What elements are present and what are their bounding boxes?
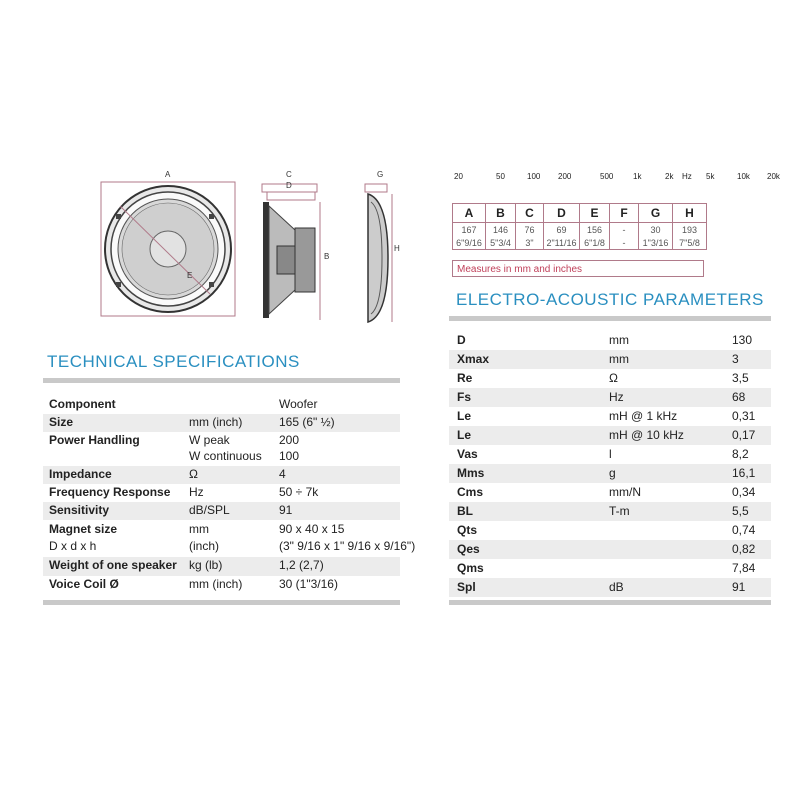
- tech-spec-unit: W continuous: [189, 449, 262, 463]
- electro-param-row: [449, 331, 771, 350]
- electro-param-label: Fs: [457, 390, 472, 404]
- electro-param-unit: T-m: [609, 504, 630, 518]
- tech-spec-unit: Ω: [189, 467, 198, 481]
- dim-label-c: C: [286, 170, 292, 179]
- dim-inch-value: 3": [516, 236, 544, 250]
- electro-param-value: 0,31: [732, 409, 756, 423]
- electro-param-value: 8,2: [732, 447, 749, 461]
- freq-tick: 100: [527, 172, 541, 181]
- dim-header: D: [544, 204, 580, 223]
- dim-label-a: A: [165, 170, 171, 179]
- tech-spec-value: 50 ÷ 7k: [279, 485, 319, 499]
- dim-mm-value: 156: [580, 223, 610, 237]
- dim-label-g: G: [377, 170, 384, 179]
- electro-param-value: 7,84: [732, 561, 756, 575]
- tech-spec-label: Component: [49, 397, 116, 411]
- dim-inch-value: 2"11/16: [544, 236, 580, 250]
- tech-spec-row: [43, 432, 400, 448]
- electro-param-unit: l: [609, 447, 612, 461]
- electro-param-row: [449, 350, 771, 369]
- front-view-diagram: [100, 176, 240, 326]
- electro-param-row: [449, 426, 771, 445]
- dim-mm-value: -: [610, 223, 639, 237]
- tech-spec-label: D x d x h: [49, 539, 97, 553]
- dim-mm-value: 146: [486, 223, 516, 237]
- electro-param-value: 16,1: [732, 466, 756, 480]
- electro-param-unit: Hz: [609, 390, 624, 404]
- tech-spec-value: 90 x 40 x 15: [279, 522, 345, 536]
- electro-param-value: 0,74: [732, 523, 756, 537]
- dim-inch-value: 5"3/4: [486, 236, 516, 250]
- freq-tick: 50: [496, 172, 505, 181]
- tech-spec-unit: kg (lb): [189, 558, 223, 572]
- dim-mm-value: 69: [544, 223, 580, 237]
- electro-param-label: Qes: [457, 542, 480, 556]
- freq-tick: 5k: [706, 172, 715, 181]
- electro-param-row: [449, 559, 771, 578]
- side-view-diagram: [255, 180, 335, 330]
- tech-spec-row: [43, 538, 416, 557]
- electro-param-label: D: [457, 333, 466, 347]
- tech-spec-unit: dB/SPL: [189, 503, 230, 517]
- profile-view-diagram: [362, 180, 402, 330]
- electro-params-bottom-rule: [449, 600, 771, 605]
- tech-spec-value: 1,2 (2,7): [279, 558, 324, 572]
- electro-param-value: 91: [732, 580, 746, 594]
- tech-spec-value: 91: [279, 503, 293, 517]
- electro-param-row: [449, 445, 771, 464]
- dim-inch-value: 6"1/8: [580, 236, 610, 250]
- tech-specs-title: TECHNICAL SPECIFICATIONS: [47, 352, 300, 371]
- electro-param-label: Le: [457, 409, 472, 423]
- electro-param-unit: mm: [609, 352, 629, 366]
- electro-param-row: [449, 407, 771, 426]
- tech-spec-unit: mm (inch): [189, 415, 243, 429]
- tech-spec-label: Voice Coil Ø: [49, 577, 119, 591]
- freq-tick: 200: [558, 172, 572, 181]
- tech-spec-label: Impedance: [49, 467, 112, 481]
- dim-label-h: H: [394, 244, 400, 253]
- tech-specs-bottom-rule: [43, 600, 400, 605]
- electro-param-label: Xmax: [457, 352, 490, 366]
- electro-param-unit: dB: [609, 580, 624, 594]
- electro-params-title: ELECTRO-ACOUSTIC PARAMETERS: [456, 290, 764, 309]
- dim-inch-value: 1"3/16: [639, 236, 673, 250]
- tech-spec-unit: Hz: [189, 485, 204, 499]
- dim-label-b: B: [324, 252, 330, 261]
- tech-spec-value: 200: [279, 433, 300, 447]
- tech-spec-value: Woofer: [279, 397, 318, 411]
- freq-tick: Hz: [682, 172, 692, 181]
- electro-param-row: [449, 388, 771, 407]
- tech-spec-row: [43, 414, 400, 432]
- tech-specs-rule: [43, 378, 400, 383]
- dim-mm-value: 30: [639, 223, 673, 237]
- tech-spec-row: [43, 576, 400, 595]
- tech-spec-value: 100: [279, 449, 300, 463]
- dim-mm-value: 167: [453, 223, 486, 237]
- dim-mm-value: 193: [673, 223, 707, 237]
- freq-tick: 1k: [633, 172, 642, 181]
- freq-tick: 20k: [767, 172, 780, 181]
- tech-spec-row: [43, 502, 400, 520]
- dim-header: G: [639, 204, 673, 223]
- tech-spec-unit: (inch): [189, 539, 220, 553]
- electro-param-value: 0,17: [732, 428, 756, 442]
- dim-inch-value: 7"5/8: [673, 236, 707, 250]
- electro-param-label: Re: [457, 371, 473, 385]
- dim-inch-value: 6"9/16: [453, 236, 486, 250]
- electro-param-row: [449, 578, 771, 597]
- tech-spec-label: Power Handling: [49, 433, 140, 447]
- tech-spec-row: [43, 557, 400, 576]
- electro-param-value: 3,5: [732, 371, 749, 385]
- electro-param-label: Spl: [457, 580, 476, 594]
- electro-param-value: 68: [732, 390, 746, 404]
- tech-spec-row: [43, 396, 400, 414]
- tech-spec-unit: W peak: [189, 433, 230, 447]
- electro-param-unit: mm: [609, 333, 629, 347]
- tech-spec-label: Frequency Response: [49, 485, 171, 499]
- dim-header: C: [516, 204, 544, 223]
- tech-spec-value: 165 (6" ½): [279, 415, 335, 429]
- electro-param-value: 0,82: [732, 542, 756, 556]
- dimensions-header-row: [453, 204, 707, 223]
- dim-header: A: [453, 204, 486, 223]
- tech-spec-value: 4: [279, 467, 286, 481]
- electro-param-row: [449, 369, 771, 388]
- freq-tick: 500: [600, 172, 614, 181]
- tech-spec-label: Size: [49, 415, 74, 429]
- tech-spec-row: [43, 448, 400, 466]
- dim-header: E: [580, 204, 610, 223]
- electro-param-row: [449, 483, 771, 502]
- freq-tick: 2k: [665, 172, 674, 181]
- electro-param-row: [449, 540, 771, 559]
- electro-param-value: 0,34: [732, 485, 756, 499]
- dim-header: H: [673, 204, 707, 223]
- electro-param-label: Qts: [457, 523, 478, 537]
- dim-inch-value: -: [610, 236, 639, 250]
- electro-param-unit: g: [609, 466, 616, 480]
- tech-spec-row: [43, 521, 400, 538]
- dimensions-table: [452, 203, 707, 250]
- freq-tick: 10k: [737, 172, 750, 181]
- dim-header: B: [486, 204, 516, 223]
- tech-spec-value: (3" 9/16 x 1" 9/16 x 9/16"): [279, 539, 416, 553]
- tech-spec-row: [43, 466, 400, 484]
- electro-param-label: Mms: [457, 466, 485, 480]
- dimensions-mm-row: [453, 223, 707, 237]
- electro-params-rule: [449, 316, 771, 321]
- electro-param-row: [449, 502, 771, 521]
- electro-param-unit: mH @ 10 kHz: [609, 428, 684, 442]
- electro-param-unit: Ω: [609, 371, 618, 385]
- electro-param-value: 130: [732, 333, 753, 347]
- tech-spec-row: [43, 484, 400, 502]
- electro-param-value: 5,5: [732, 504, 749, 518]
- tech-spec-label: Magnet size: [49, 522, 118, 536]
- dim-header: F: [610, 204, 639, 223]
- electro-param-label: Cms: [457, 485, 484, 499]
- electro-param-label: Qms: [457, 561, 484, 575]
- electro-param-label: Le: [457, 428, 472, 442]
- measures-note: Measures in mm and inches: [452, 260, 704, 277]
- tech-spec-unit: mm: [189, 522, 209, 536]
- tech-spec-label: Weight of one speaker: [49, 558, 177, 572]
- electro-param-row: [449, 464, 771, 483]
- freq-tick: 20: [454, 172, 463, 181]
- tech-spec-unit: mm (inch): [189, 577, 243, 591]
- dim-label-e: E: [187, 271, 193, 280]
- electro-param-row: [449, 521, 771, 540]
- dim-mm-value: 76: [516, 223, 544, 237]
- electro-param-value: 3: [732, 352, 739, 366]
- tech-spec-label: Sensitivity: [49, 503, 110, 517]
- dimensions-inch-row: [453, 236, 707, 250]
- electro-param-label: Vas: [457, 447, 478, 461]
- electro-param-unit: mm/N: [609, 485, 641, 499]
- dim-label-d: D: [286, 181, 292, 190]
- electro-param-unit: mH @ 1 kHz: [609, 409, 678, 423]
- tech-spec-value: 30 (1"3/16): [279, 577, 338, 591]
- electro-param-label: BL: [457, 504, 473, 518]
